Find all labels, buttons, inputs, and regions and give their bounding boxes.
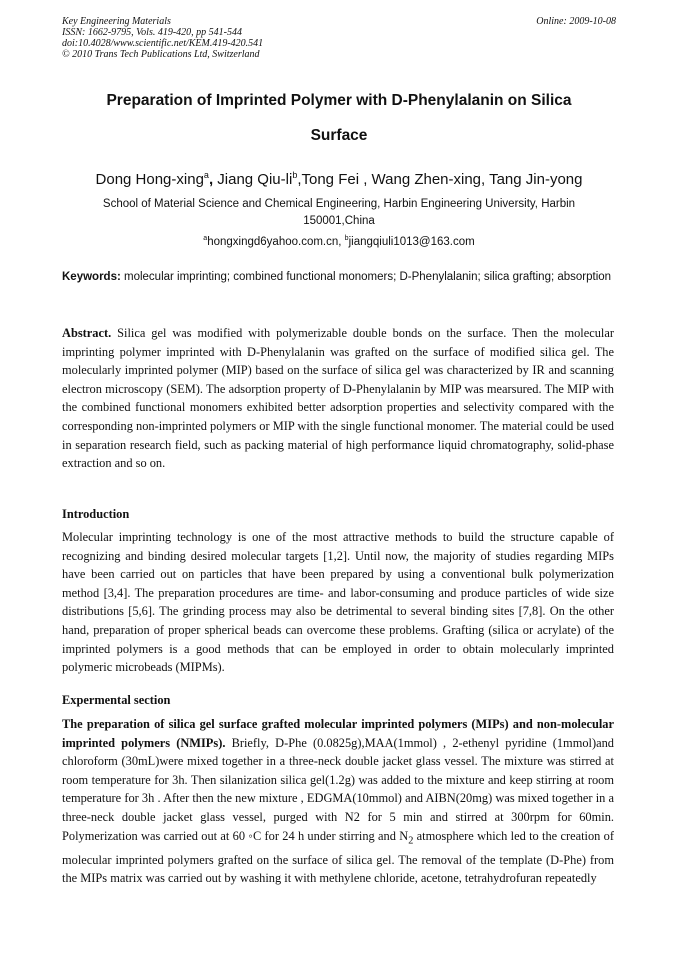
paper-title-line-2: Surface: [310, 127, 368, 144]
experimental-heading: Expermental section: [62, 693, 171, 707]
author-separator: ,: [208, 171, 218, 188]
affiliation: [62, 196, 616, 251]
author-2-affil-mark: b: [292, 170, 298, 180]
author-rest: ,Tong Fei , Wang Zhen-xing, Tang Jin-yong: [297, 171, 583, 188]
copyright-line: © 2010 Trans Tech Publications Ltd, Switzerland: [62, 49, 260, 60]
issn-line: ISSN: 1662-9795, Vols. 419-420, pp 541-544: [62, 27, 242, 38]
paper-title-line-1: Preparation of Imprinted Polymer with D-Phenylalanin on Silica: [106, 92, 572, 109]
journal-metadata: [62, 16, 263, 60]
keywords-label: Keywords:: [62, 271, 121, 283]
online-date: Online: 2009-10-08: [536, 16, 616, 27]
keywords-text: molecular imprinting; combined functional monomers; D-Phenylalanin; silica grafting; absorption: [120, 271, 612, 283]
experimental-text: The preparation of silica gel surface grafted molecular imprinted polymers (MIPs) and non-molecular imprinted polymers (NMIPs). Briefly, D-Phe (0.0825g),MAA(1mmol) , 2-ethenyl pyridine (1mmol)and chloroform (30mL)were mixed together in a three-neck double jacket glass vessel. The mixture was stirred at room temperature for 3h. Then silanization silica gel(1.2g) was added to the mixture and keep stirring at room temperature for 3h . After then the new mixture , EDGMA(10mmol) and AIBN(20mg) was mixed together in a three-neck double jacket glass vessel, purged with N2 for 5 min and stirred at 300rpm for 60min. Polymerization was carried out at 60 ◦C for 24 h under stirring and $N_2$ atmosphere which led to the creation of molecular imprinted polymers grafted on the surface of silica gel. The removal of the template (D-Phe) from the MIPs matrix was carried out by washing it with methylene chloride, acetone, tetrahydrofuran repeatedly: [62, 717, 614, 886]
introduction-heading: Introduction: [62, 507, 130, 521]
journal-name: Key Engineering Materials: [62, 16, 171, 27]
email-a: hongxingd6yahoo.com.cn,: [207, 235, 345, 248]
doi-line: doi:10.4028/www.scientific.net/KEM.419-420.541: [62, 38, 264, 49]
degree-symbol: ◦C: [248, 828, 262, 843]
email-line: $^a$hongxingd6yahoo.com.cn, $^b$jiangqiuli1013@163.com: [203, 235, 475, 248]
affiliation-line-2: 150001,China: [303, 215, 375, 227]
abstract: [62, 324, 614, 473]
affiliation-line-1: School of Material Science and Chemical Engineering, Harbin Engineering University, Harbin: [102, 198, 576, 210]
experimental-lead: The preparation of silica gel surface grafted molecular imprinted polymers (MIPs) and non-molecular imprinted polymers (NMIPs).: [62, 717, 614, 750]
author-2: Jiang Qiu-li: [217, 171, 293, 188]
author-1-affil-mark: a: [203, 170, 209, 180]
author-1: Dong Hong-xing: [95, 171, 204, 188]
email-b: jiangqiuli1013@163.com: [348, 235, 475, 248]
keywords: [62, 268, 614, 286]
abstract-label: Abstract.: [62, 326, 112, 340]
introduction-text: Molecular imprinting technology is one of the most attractive methods to build the structure capable of recognizing and binding desired molecular targets [1,2]. Until now, the majority of studies regarding MIPs have been carried out on particles that have been prepared by using a conventional bulk polymerization method [3,4]. The preparation procedures are time- and labor-consuming and produce particles of wide size distributions [5,6]. The grinding process may also be detrimental to several binding sites [7,8]. On the other hand, preparation of proper spherical beads can overcome these problems. Grafting (silica or acrylate) of the imprinted polymers is a good methods that can be employed in order to obtain molecularly imprinted polymeric microbeads (MIPMs).: [62, 530, 614, 675]
author-list: [62, 170, 616, 188]
abstract-text: Silica gel was modified with polymerizable double bonds on the surface. Then the molecular imprinting polymer imprinted with D-Phenylalanin was grafted on the surface of modified silica gel. The molecularly imprinted polymer (MIP) based on the surface of silica gel was characterized by IR and scanning electron microscopy (SEM). The adsorption property of D-Phenylalanin by MIP was mearsured. The MIP with the combined functional monomers exhibited better adsorption properties and selectivity compared with the corresponding non-imprinted polymers or MIP with the single functional monomer. The material could be used in separation research field, such as packing material of high performance liquid chromatography, solid-phase extraction and so on.: [62, 326, 614, 471]
